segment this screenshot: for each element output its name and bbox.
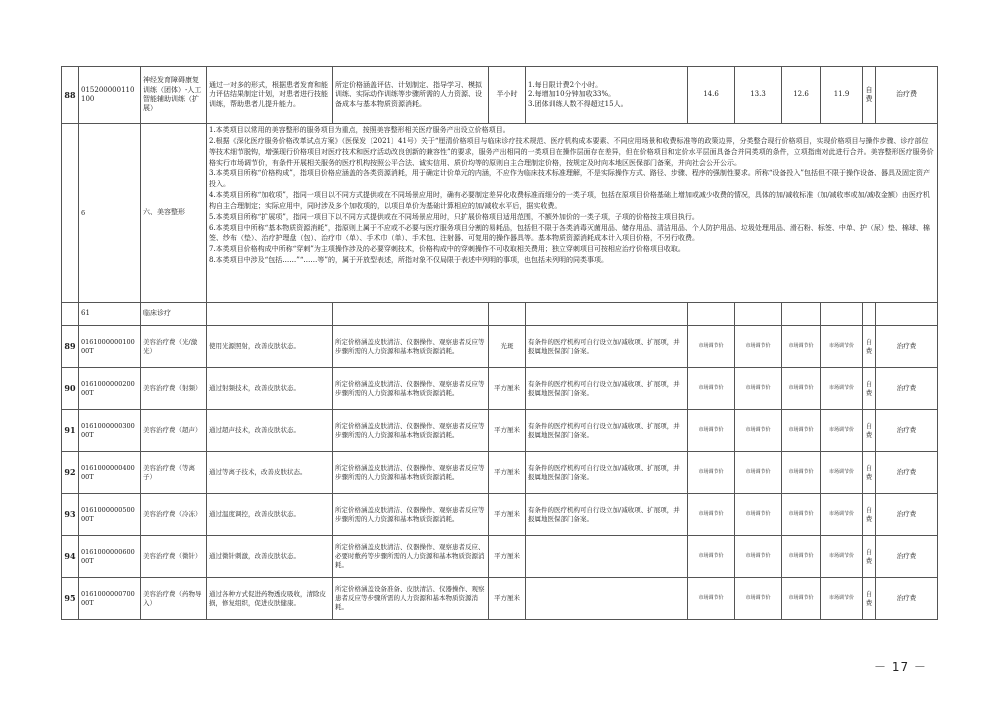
item-note xyxy=(526,578,688,620)
item-content: 通过微针刺激，改善皮肤状态。 xyxy=(207,536,333,578)
fee-category: 治疗费 xyxy=(876,67,938,124)
table-row xyxy=(62,578,938,620)
price-level-2: 市场调节价 xyxy=(735,368,782,410)
pricing-unit: 光斑 xyxy=(489,326,526,368)
item-code: 016100000010000T xyxy=(79,326,141,368)
price-connotation: 所定价格涵盖设备准备、皮肤清洁、仪器操作、观察患者反应等步骤所需的人力资源和基本物质资源消耗。 xyxy=(333,578,489,620)
item-content: 使用光源照射，改善皮肤状态。 xyxy=(207,326,333,368)
price-level-4: 市场调节价 xyxy=(821,410,863,452)
item-code: 016100000070000T xyxy=(79,578,141,620)
row-number: 93 xyxy=(62,494,79,536)
row-number: 90 xyxy=(62,368,79,410)
item-content: 通过各种方式促进药物透皮吸收，清除皮损，修复组织，促进皮肤健康。 xyxy=(207,578,333,620)
item-name: 美容治疗费（等离子） xyxy=(141,452,207,494)
payment-type: 自费 xyxy=(863,410,876,452)
page-number: － 17 － xyxy=(874,660,927,674)
price-level-1: 14.6 xyxy=(688,67,735,124)
price-level-4: 市场调节价 xyxy=(821,494,863,536)
price-level-3: 市场调节价 xyxy=(782,536,821,578)
price-level-1: 市场调节价 xyxy=(688,368,735,410)
pricing-unit: 平方厘米 xyxy=(489,452,526,494)
payment-type: 自费 xyxy=(863,67,876,124)
item-code: 016100000060000T xyxy=(79,536,141,578)
pricing-unit: 半小时 xyxy=(489,67,526,124)
item-code: 015200000110100 xyxy=(79,67,141,124)
price-level-2: 13.3 xyxy=(735,67,782,124)
row-number: 88 xyxy=(62,67,79,124)
item-note: 1.每日限计费2个小时。 2.每增加10分钟加收33%。 3.团体训练人数不得超过15人。 xyxy=(526,67,688,124)
price-level-3: 市场调节价 xyxy=(782,494,821,536)
price-level-3: 市场调节价 xyxy=(782,578,821,620)
subsection-row xyxy=(62,303,938,326)
pricing-unit: 平方厘米 xyxy=(489,368,526,410)
item-name: 美容治疗费（光/激光） xyxy=(141,326,207,368)
payment-type: 自费 xyxy=(863,578,876,620)
fee-category: 治疗费 xyxy=(876,578,938,620)
price-level-4: 11.9 xyxy=(821,67,863,124)
price-level-2: 市场调节价 xyxy=(735,326,782,368)
payment-type: 自费 xyxy=(863,368,876,410)
item-name: 美容治疗费（药物导入） xyxy=(141,578,207,620)
row-number: 91 xyxy=(62,410,79,452)
pricing-unit: 平方厘米 xyxy=(489,410,526,452)
item-content: 通过超声技术，改善皮肤状态。 xyxy=(207,410,333,452)
item-code: 016100000030000T xyxy=(79,410,141,452)
item-content: 通过射频技术，改善皮肤状态。 xyxy=(207,368,333,410)
price-level-1: 市场调节价 xyxy=(688,452,735,494)
price-connotation: 所定价格涵盖皮肤清洁、仪器操作、观察患者反应、必要时敷药等步骤所需的人力资源和基本物质资源消耗。 xyxy=(333,536,489,578)
item-code: 016100000020000T xyxy=(79,368,141,410)
item-content: 通过等离子技术，改善皮肤状态。 xyxy=(207,452,333,494)
item-note: 有条件的医疗机构可自行设立加/减收项、扩展项，并报属地医保部门备案。 xyxy=(526,326,688,368)
table-row xyxy=(62,536,938,578)
fee-category: 治疗费 xyxy=(876,368,938,410)
item-name: 神经发育障碍康复训练（团体）-人工智能辅助训练（扩展） xyxy=(141,67,207,124)
table-row xyxy=(62,410,938,452)
price-level-4: 市场调节价 xyxy=(821,452,863,494)
item-note: 有条件的医疗机构可自行设立加/减收项、扩展项，并报属地医保部门备案。 xyxy=(526,452,688,494)
payment-type: 自费 xyxy=(863,326,876,368)
pricing-unit: 平方厘米 xyxy=(489,578,526,620)
item-content: 通过一对多的形式，根据患者发育和能力评估结果制定计划，对患者进行技能训练，帮助患者儿提升能力。 xyxy=(207,67,333,124)
price-level-3: 市场调节价 xyxy=(782,368,821,410)
price-level-3: 市场调节价 xyxy=(782,326,821,368)
payment-type: 自费 xyxy=(863,494,876,536)
price-level-1: 市场调节价 xyxy=(688,536,735,578)
item-code: 016100000040000T xyxy=(79,452,141,494)
item-note xyxy=(526,536,688,578)
price-connotation: 所定价格涵盖皮肤清洁、仪器操作、观察患者反应等步骤所需的人力资源和基本物质资源消耗。 xyxy=(333,368,489,410)
table-row xyxy=(62,452,938,494)
price-level-1: 市场调节价 xyxy=(688,326,735,368)
payment-type: 自费 xyxy=(863,452,876,494)
price-level-3: 市场调节价 xyxy=(782,452,821,494)
section-name: 六、美容整形 xyxy=(141,124,207,303)
table-row xyxy=(62,494,938,536)
price-connotation: 所定价格涵盖评估、计划制定、指导学习、模拟训练、实际动作训练等步骤所需的人力资源、设备成本与基本物质资源消耗。 xyxy=(333,67,489,124)
item-rows xyxy=(62,326,938,620)
table-row xyxy=(62,67,938,124)
price-level-1: 市场调节价 xyxy=(688,410,735,452)
item-name: 美容治疗费（超声） xyxy=(141,410,207,452)
price-level-2: 市场调节价 xyxy=(735,494,782,536)
fee-category: 治疗费 xyxy=(876,494,938,536)
price-level-4: 市场调节价 xyxy=(821,368,863,410)
section-notes: 1.本类项目以常用的美容整形的服务项目为重点，按照美容整形相关医疗服务产出设立价格项目。 2.根据《深化医疗服务价格改革试点方案》（医保发〔2021〕41号）关于“厘清价格项目与临床诊疗技术规范、医疗机构成本要素、不同应用场景和收费标准等的政策边界，分类整合现行价格项目，实现价格项目与操作步骤、诊疗部位等技术细节脱钩，增强现行价格项目对医疗技术和医疗活动改良创新的兼容性”的要求，服务产出相同的一类项目在操作层面存在差异，但在价格项目和定价水平层面具备合并同类项的条件，立项指南对此进行合并。美容整形医疗服务价格实行市场调节价，有条件开展相关服务的医疗机构按照公平合法、诚实信用、质价均等的原则自主合理制定价格，按规定及时向本地区医保部门备案，并向社会公开公示。 3.本类项目所称“价格构成”，指项目价格应涵盖的各类资源消耗，用于确定计价单元的内涵，不应作为临床技术标准理解，不是实际操作方式、路径、步骤、程序的强制性要求。所称“设备投入”包括但不限于操作设备、器具及固定资产投入。 4.本类项目所称“加收项”，指同一项目以不同方式提供或在不同场景应用时，确有必要制定差异化收费标准而细分的一类子项，包括在原项目价格基础上增加或减少收费的情况，具体的加/减收标准（加/减收率或加/减收金额）由医疗机构自主合理制定；实际应用中，同时涉及多个加收项的，以项目单价为基础计算相应的加/减收水平后，据实收费。 5.本类项目所称“扩展项”，指同一项目下以不同方式提供或在不同场景应用时，只扩展价格项目适用范围，不额外加价的一类子项，子项的价格按主项目执行。 6.本类项目中所称“基本物质资源消耗”，指原则上属于不应或不必要与医疗服务项目分割的易耗品，包括但不限于各类消毒灭菌用品、储存用品、清洁用品、个人防护用品、垃圾处理用品、滑石粉、标签、中单、护（尿）垫、棉球、棉签、纱布（垫）、治疗护理盘（包）、治疗巾（单）、手术巾（单）、手术包、注射器、可复用的操作器具等。基本物质资源消耗成本计入项目价格，不另行收费。 7.本类项目价格构成中所称“穿刺”为主项操作涉及的必要穿刺技术，价格构成中的穿刺操作不可收取相关费用；独立穿刺项目可按相应治疗价格项目收取。 8.本类项目中涉及“包括……”“……等”的，属于开放型表述，所指对象不仅局限于表述中列明的事项，也包括未列明的同类事项。 xyxy=(207,124,938,303)
fee-category: 治疗费 xyxy=(876,452,938,494)
fee-category: 治疗费 xyxy=(876,410,938,452)
section-code: 6 xyxy=(79,124,141,303)
table-row xyxy=(62,368,938,410)
price-level-2: 市场调节价 xyxy=(735,578,782,620)
item-code: 016100000050000T xyxy=(79,494,141,536)
price-level-2: 市场调节价 xyxy=(735,452,782,494)
price-level-3: 市场调节价 xyxy=(782,410,821,452)
item-name: 美容治疗费（射频） xyxy=(141,368,207,410)
price-level-1: 市场调节价 xyxy=(688,494,735,536)
row-number: 95 xyxy=(62,578,79,620)
price-table xyxy=(61,66,938,620)
item-note: 有条件的医疗机构可自行设立加/减收项、扩展项，并报属地医保部门备案。 xyxy=(526,410,688,452)
item-name: 美容治疗费（冷冻） xyxy=(141,494,207,536)
price-connotation: 所定价格涵盖皮肤清洁、仪器操作、观察患者反应等步骤所需的人力资源和基本物质资源消耗。 xyxy=(333,326,489,368)
price-connotation: 所定价格涵盖皮肤清洁、仪器操作、观察患者反应等步骤所需的人力资源和基本物质资源消耗。 xyxy=(333,452,489,494)
pricing-unit: 平方厘米 xyxy=(489,536,526,578)
item-note: 有条件的医疗机构可自行设立加/减收项、扩展项，并报属地医保部门备案。 xyxy=(526,368,688,410)
row-number: 94 xyxy=(62,536,79,578)
table-row xyxy=(62,326,938,368)
price-level-2: 市场调节价 xyxy=(735,410,782,452)
price-level-1: 市场调节价 xyxy=(688,578,735,620)
subsection-name: 临床诊疗 xyxy=(141,303,207,326)
item-content: 通过温度调控，改善皮肤状态。 xyxy=(207,494,333,536)
item-note: 有条件的医疗机构可自行设立加/减收项、扩展项，并报属地医保部门备案。 xyxy=(526,494,688,536)
price-connotation: 所定价格涵盖皮肤清洁、仪器操作、观察患者反应等步骤所需的人力资源和基本物质资源消耗。 xyxy=(333,494,489,536)
row-number: 92 xyxy=(62,452,79,494)
payment-type: 自费 xyxy=(863,536,876,578)
row-number: 89 xyxy=(62,326,79,368)
price-level-4: 市场调节价 xyxy=(821,578,863,620)
price-connotation: 所定价格涵盖皮肤清洁、仪器操作、观察患者反应等步骤所需的人力资源和基本物质资源消耗。 xyxy=(333,410,489,452)
fee-category: 治疗费 xyxy=(876,536,938,578)
item-name: 美容治疗费（微针） xyxy=(141,536,207,578)
price-level-4: 市场调节价 xyxy=(821,326,863,368)
section-row xyxy=(62,124,938,303)
subsection-code: 61 xyxy=(79,303,141,326)
price-level-4: 市场调节价 xyxy=(821,536,863,578)
pricing-unit: 平方厘米 xyxy=(489,494,526,536)
price-level-2: 市场调节价 xyxy=(735,536,782,578)
fee-category: 治疗费 xyxy=(876,326,938,368)
price-level-3: 12.6 xyxy=(782,67,821,124)
